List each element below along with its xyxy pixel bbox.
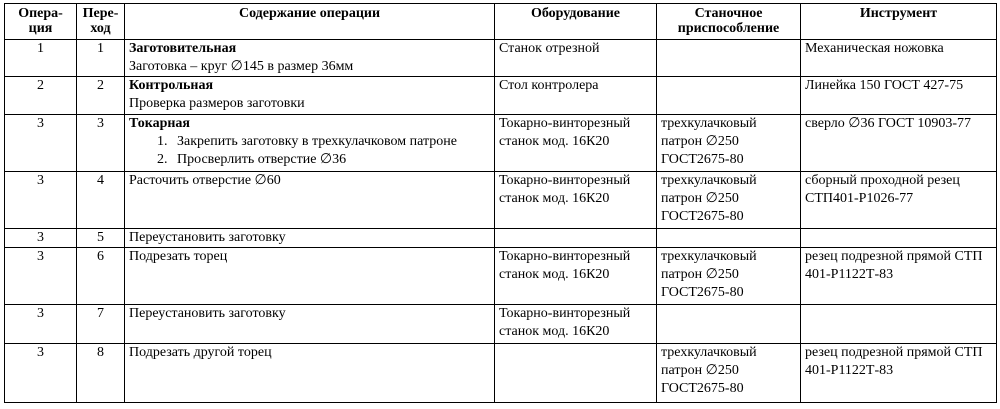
step-number: 1. <box>157 134 168 149</box>
steps-list <box>129 133 490 169</box>
cell-transition: 6 <box>77 248 125 305</box>
operations-table <box>4 3 997 403</box>
operation-title: Токарная <box>129 116 190 131</box>
table-row <box>5 40 997 77</box>
cell-fixture: трехкулачковый патрон ∅250 ГОСТ2675-80 <box>657 344 801 403</box>
cell-operation: 2 <box>5 77 77 115</box>
cell-operation: 3 <box>5 305 77 344</box>
cell-equipment: Станок отрезной <box>495 40 657 77</box>
cell-content: Подрезать торец <box>125 248 495 305</box>
cell-fixture <box>657 229 801 248</box>
cell-fixture: трехкулачковый патрон ∅250 ГОСТ2675-80 <box>657 115 801 172</box>
cell-content: Переустановить заготовку <box>125 305 495 344</box>
cell-equipment <box>495 344 657 403</box>
table-row <box>5 115 997 172</box>
cell-transition: 2 <box>77 77 125 115</box>
header-transition: Пере-ход <box>77 4 125 40</box>
cell-transition: 1 <box>77 40 125 77</box>
list-item <box>157 151 490 169</box>
table-row <box>5 305 997 344</box>
cell-tool: Линейка 150 ГОСТ 427-75 <box>801 77 997 115</box>
cell-tool: резец подрезной прямой СТП 401-Р1122Т-83 <box>801 248 997 305</box>
cell-equipment: Токарно-винторезный станок мод. 16К20 <box>495 305 657 344</box>
step-text: Закрепить заготовку в трехкулачковом патроне <box>177 134 457 149</box>
operation-text: Проверка размеров заготовки <box>129 96 305 111</box>
cell-operation: 3 <box>5 229 77 248</box>
cell-transition: 4 <box>77 172 125 229</box>
cell-tool <box>801 305 997 344</box>
table-row <box>5 248 997 305</box>
cell-equipment: Стол контролера <box>495 77 657 115</box>
step-text: Просверлить отверстие ∅36 <box>177 152 347 167</box>
list-item <box>157 133 490 151</box>
cell-equipment: Токарно-винторезный станок мод. 16К20 <box>495 115 657 172</box>
cell-operation: 3 <box>5 248 77 305</box>
cell-content: Переустановить заготовку <box>125 229 495 248</box>
cell-fixture <box>657 305 801 344</box>
header-content: Содержание операции <box>125 4 495 40</box>
cell-transition: 5 <box>77 229 125 248</box>
cell-tool: резец подрезной прямой СТП 401-Р1122Т-83 <box>801 344 997 403</box>
table-row <box>5 229 997 248</box>
header-tool: Инструмент <box>801 4 997 40</box>
operation-title: Контрольная <box>129 78 214 93</box>
table-row <box>5 344 997 403</box>
cell-content <box>125 115 495 172</box>
cell-operation: 3 <box>5 172 77 229</box>
cell-equipment <box>495 229 657 248</box>
cell-content <box>125 77 495 115</box>
cell-fixture: трехкулачковый патрон ∅250 ГОСТ2675-80 <box>657 248 801 305</box>
cell-fixture: трехкулачковый патрон ∅250 ГОСТ2675-80 <box>657 172 801 229</box>
header-operation: Опера-ция <box>5 4 77 40</box>
operation-text: Заготовка – круг ∅145 в размер 36мм <box>129 59 354 74</box>
cell-tool <box>801 229 997 248</box>
cell-equipment: Токарно-винторезный станок мод. 16К20 <box>495 172 657 229</box>
cell-content <box>125 40 495 77</box>
cell-tool: сборный проходной резец СТП401-Р1026-77 <box>801 172 997 229</box>
cell-content: Расточить отверстие ∅60 <box>125 172 495 229</box>
header-fixture: Станочное приспособление <box>657 4 801 40</box>
table-header-row <box>5 4 997 40</box>
document-page <box>4 3 998 403</box>
header-equipment: Оборудование <box>495 4 657 40</box>
cell-operation: 3 <box>5 344 77 403</box>
cell-content: Подрезать другой торец <box>125 344 495 403</box>
cell-fixture <box>657 77 801 115</box>
cell-tool: Механическая ножовка <box>801 40 997 77</box>
cell-fixture <box>657 40 801 77</box>
cell-transition: 3 <box>77 115 125 172</box>
table-row <box>5 172 997 229</box>
step-number: 2. <box>157 152 168 167</box>
operation-title: Заготовительная <box>129 41 237 56</box>
cell-transition: 8 <box>77 344 125 403</box>
cell-operation: 3 <box>5 115 77 172</box>
cell-operation: 1 <box>5 40 77 77</box>
table-row <box>5 77 997 115</box>
cell-transition: 7 <box>77 305 125 344</box>
cell-tool: сверло ∅36 ГОСТ 10903-77 <box>801 115 997 172</box>
cell-equipment: Токарно-винторезный станок мод. 16К20 <box>495 248 657 305</box>
